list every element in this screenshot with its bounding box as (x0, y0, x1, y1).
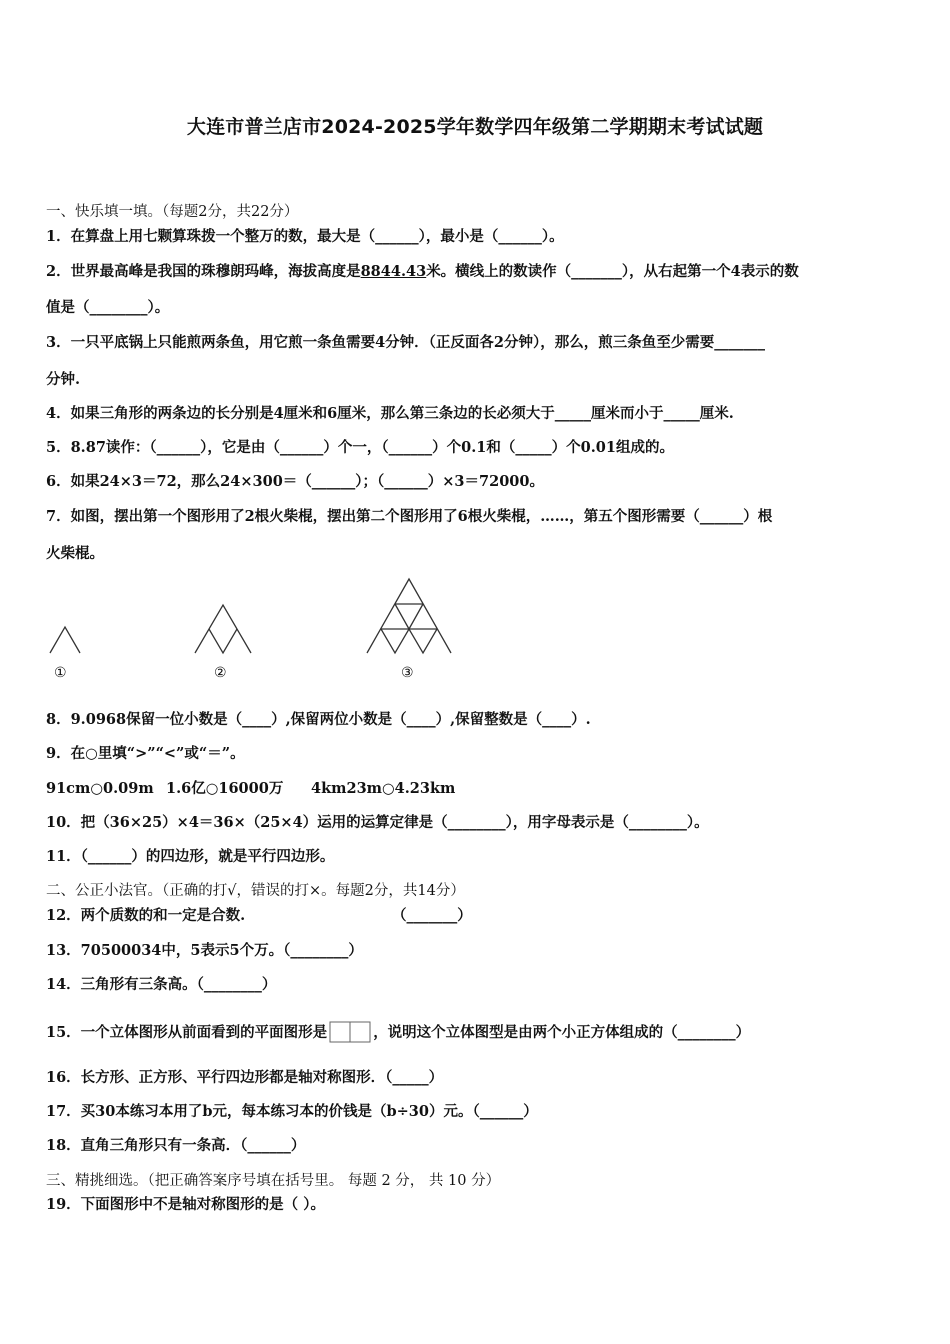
question-2-text-a: 2．世界最高峰是我国的珠穆朗玛峰，海拔高度是 (46, 263, 361, 280)
question-11: 11．（______）的四边形，就是平行四边形。 (46, 848, 335, 865)
figure-2-shape (195, 605, 251, 653)
figure-label-2: ② (214, 665, 227, 681)
question-18: 18．直角三角形只有一条高．（______） (46, 1137, 306, 1154)
question-3-cont: 分钟. (46, 371, 81, 388)
question-12: 12．两个质数的和一定是合数. (46, 907, 246, 924)
question-2-cont: 值是（________）。 (46, 299, 170, 316)
question-9: 9．在○里填“>”“<”或“＝”。 (46, 745, 245, 762)
question-2-text-b: 米。横线上的数读作（_______），从右起第一个4表示的数 (426, 263, 799, 280)
question-15-text-b: ，说明这个立体图型是由两个小正方体组成的（________） (373, 1024, 751, 1041)
question-2-number: 8844.43 (360, 263, 427, 280)
section-1-heading: 一、快乐填一填。（每题2分，共22分） (46, 204, 299, 220)
question-9-item-2: 1.6亿○16000万 (166, 780, 284, 797)
question-12-blank: （_______） (392, 907, 472, 924)
question-4: 4．如果三角形的两条边的长分别是4厘米和6厘米，那么第三条边的长必须大于_____厘米而小于_____厘米. (46, 405, 734, 422)
figure-3-shape (367, 579, 451, 653)
question-8: 8．9.0968保留一位小数是（____）,保留两位小数是（____）,保留整数是（____）. (46, 711, 591, 728)
question-6: 6．如果24×3＝72，那么24×300＝（______）；（______）×3＝72000。 (46, 473, 544, 490)
section-2-heading: 二、公正小法官。（正确的打√，错误的打×。每题2分，共14分） (46, 883, 465, 899)
question-15-text-a: 15．一个立体图形从前面看到的平面图形是 (46, 1024, 328, 1041)
question-16: 16．长方形、正方形、平行四边形都是轴对称图形．（_____） (46, 1069, 444, 1086)
question-14: 14．三角形有三条高。（________） (46, 976, 277, 993)
two-squares-figure (329, 1021, 371, 1043)
matchstick-figures (45, 575, 465, 665)
question-15 (46, 1021, 750, 1043)
question-17: 17．买30本练习本用了b元，每本练习本的价钱是（b÷30）元。（______） (46, 1103, 538, 1120)
question-7: 7．如图，摆出第一个图形用了2根火柴棍，摆出第二个图形用了6根火柴棍，……，第五个图形需要（______）根 (46, 508, 773, 525)
section-3-heading: 三、精挑细选。（把正确答案序号填在括号里。 每题 2 分， 共 10 分） (46, 1173, 501, 1189)
question-3: 3．一只平底锅上只能煎两条鱼，用它煎一条鱼需要4分钟．（正反面各2分钟），那么，煎三条鱼至少需要_______ (46, 334, 766, 351)
question-7-cont: 火柴棍。 (46, 545, 104, 562)
question-9-item-1: 91cm○0.09m (46, 780, 154, 797)
question-9-item-3: 4km23m○4.23km (311, 780, 456, 797)
question-1: 1．在算盘上用七颗算珠拨一个整万的数，最大是（______），最小是（______）。 (46, 228, 564, 245)
question-13: 13．70500034中，5表示5个万。（________） (46, 942, 363, 959)
question-5: 5．8.87读作：（______），它是由（______）个一，（______）个0.1和（_____）个0.01组成的。 (46, 439, 674, 456)
figure-label-3: ③ (401, 665, 414, 681)
question-19: 19．下面图形中不是轴对称图形的是（ ）。 (46, 1196, 325, 1213)
page-title: 大连市普兰店市2024-2025学年数学四年级第二学期期末考试试题 (186, 116, 764, 138)
question-2 (46, 262, 799, 282)
question-10: 10．把（36×25）×4＝36×（25×4）运用的运算定律是（________），用字母表示是（________）。 (46, 814, 709, 831)
figure-1-shape (50, 627, 80, 653)
figure-label-1: ① (54, 665, 67, 681)
